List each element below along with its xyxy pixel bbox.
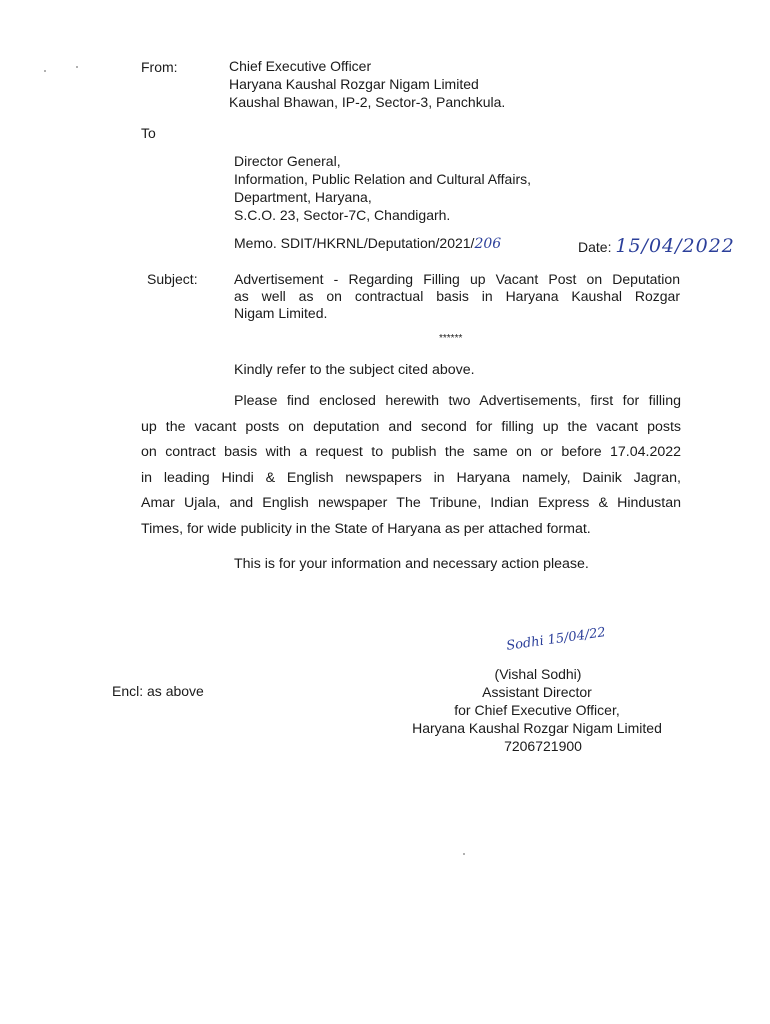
to-address [234,152,531,224]
date-handwritten: 15/04/2022 [615,235,735,257]
subject-line: Nigam Limited. [234,305,328,321]
body-line: in leading Hindi & English newspapers in Haryana namely, Dainik Jagran, [141,469,681,486]
from-line: Chief Executive Officer [229,58,372,74]
to-line: Department, Haryana, [234,189,372,205]
scan-speck [463,853,465,855]
body-line: on contract basis with a request to publish the same on or before 17.04.2022 [141,444,681,461]
body-paragraph-3: This is for your information and necessary action please. [234,556,589,572]
separator-stars: ****** [439,333,463,344]
from-label: From: [141,59,178,75]
signatory-org: Haryana Kaushal Rozgar Nigam Limited [412,720,662,736]
subject-text [234,271,680,322]
signatory-designation: Assistant Director [482,684,592,700]
body-line: up the vacant posts on deputation and second for filling up the vacant posts [141,418,681,435]
signatory-phone: 7206721900 [504,738,582,754]
to-line: Director General, [234,153,341,169]
to-line: Information, Public Relation and Cultural Affairs, [234,171,532,187]
body-line: Times, for wide publicity in the State of Haryana as per attached format. [141,520,591,537]
from-line: Haryana Kaushal Rozgar Nigam Limited [229,76,479,92]
subject-line: Advertisement - Regarding Filling up Vacant Post on Deputation [234,271,680,287]
from-line: Kaushal Bhawan, IP-2, Sector-3, Panchkula. [229,94,506,110]
from-address [229,57,505,111]
date-label: Date: [578,239,612,255]
memo-number [234,235,501,252]
body-paragraph-1: Kindly refer to the subject cited above. [234,362,475,378]
signatory-for-line: for Chief Executive Officer, [454,702,620,718]
scan-speck [44,70,46,72]
handwritten-signature: Sodhi 15/04/22 [505,625,607,654]
body-line: Please find enclosed herewith two Advertisements, first for filling [234,393,681,409]
body-line: Amar Ujala, and English newspaper The Tribune, Indian Express & Hindustan [141,495,681,512]
subject-label: Subject: [147,271,198,287]
memo-handwritten-number: 206 [474,236,502,252]
memo-prefix: Memo. SDIT/HKRNL/Deputation/2021/ [234,235,475,251]
body-paragraph-2 [141,389,681,543]
signature-block [392,665,682,755]
memo-date [578,235,735,257]
to-label: To [141,125,156,141]
to-line: S.C.O. 23, Sector-7C, Chandigarh. [234,207,451,223]
scan-speck [76,66,78,68]
subject-line: as well as on contractual basis in Haryana Kaushal Rozgar [234,288,680,304]
signatory-name: (Vishal Sodhi) [494,666,582,682]
enclosure-note: Encl: as above [112,683,204,699]
